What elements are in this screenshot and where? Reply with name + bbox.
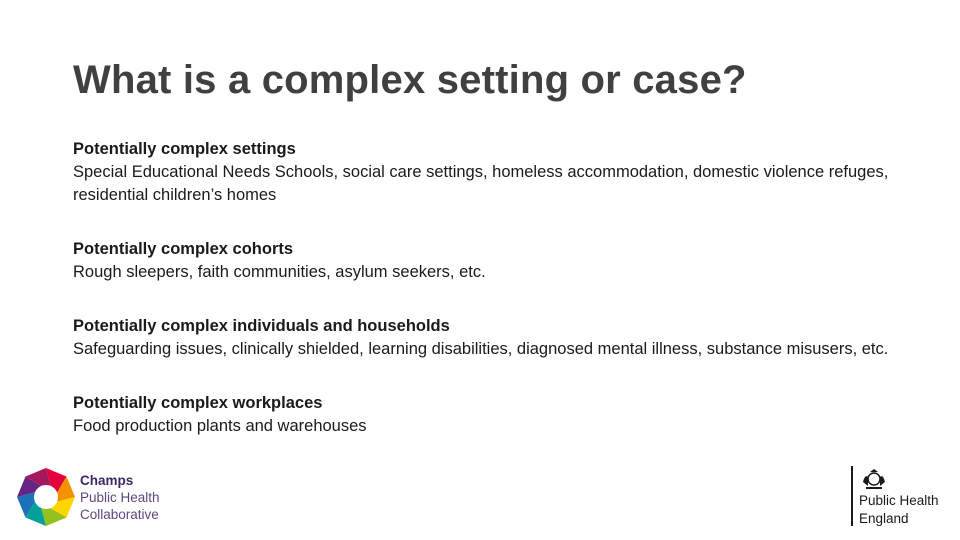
section-text: Rough sleepers, faith communities, asylum seekers, etc. xyxy=(73,263,486,281)
section-heading: Potentially complex cohorts xyxy=(73,240,294,258)
phe-wordmark xyxy=(859,492,939,528)
section-settings xyxy=(73,138,893,207)
champs-wordmark xyxy=(80,472,160,523)
champs-logo xyxy=(16,467,166,529)
section-text: Special Educational Needs Schools, social care settings, homeless accommodation, domestic violence refuges, residential children’s homes xyxy=(73,163,889,204)
champs-line3: Collaborative xyxy=(80,507,159,522)
champs-ring-icon xyxy=(16,467,76,527)
phe-line2: England xyxy=(859,511,909,526)
phe-line1: Public Health xyxy=(859,493,939,508)
royal-crest-icon xyxy=(861,468,887,490)
champs-name: Champs xyxy=(80,473,134,488)
section-cohorts xyxy=(73,238,893,284)
section-text: Food production plants and warehouses xyxy=(73,417,367,435)
slide-body xyxy=(73,138,893,438)
phe-logo xyxy=(851,466,956,530)
section-heading: Potentially complex individuals and households xyxy=(73,317,450,335)
section-heading: Potentially complex workplaces xyxy=(73,394,323,412)
slide-title: What is a complex setting or case? xyxy=(73,58,747,102)
section-individuals xyxy=(73,315,893,361)
champs-line2: Public Health xyxy=(80,490,160,505)
section-heading: Potentially complex settings xyxy=(73,140,296,158)
phe-divider xyxy=(851,466,853,526)
section-text: Safeguarding issues, clinically shielded, learning disabilities, diagnosed mental illness, substance misusers, etc. xyxy=(73,340,889,358)
section-workplaces xyxy=(73,392,893,438)
